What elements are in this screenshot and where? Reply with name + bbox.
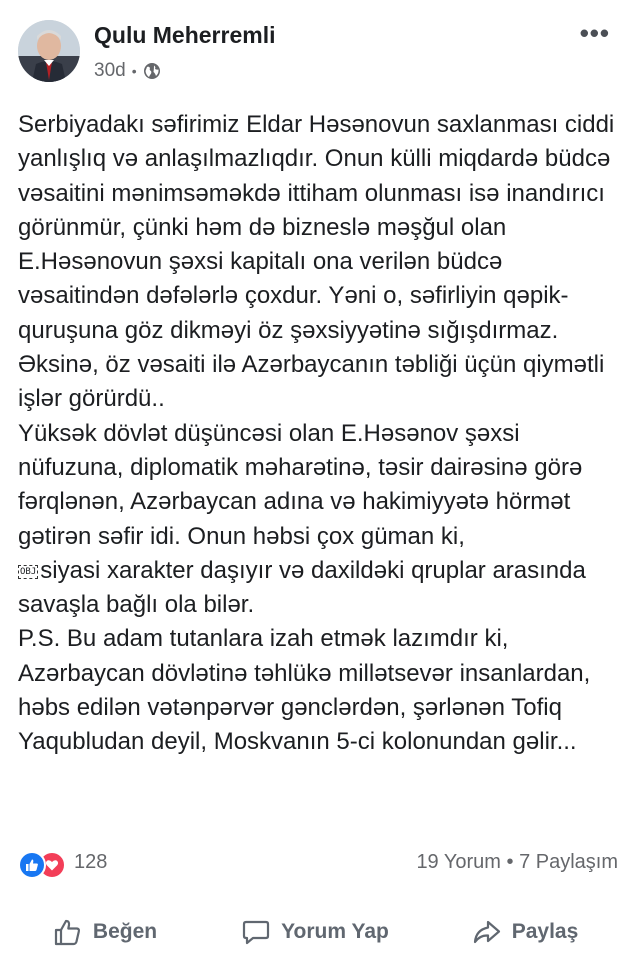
meta-separator: • xyxy=(131,63,137,79)
post-paragraph-2 xyxy=(18,417,618,623)
avatar-image xyxy=(18,20,80,82)
post-paragraph-1: Serbiyadakı səfirimiz Eldar Həsənovun saxlanması ciddi yanlışlıq və anlaşılmazlıqdır. Onun külli miqdardə büdcə vəsaitini mənimsəməkdə ittiham olunması isə inandırıcı görünmür, çünki həm də bizneslə məşğul olan E.Həsənovun şəxsi kapitalı ona verilən büdcə vəsaitindən dəfələrlə çoxdur. Yəni o, səfirliyin qəpik-quruşuna göz dikməyi öz şəxsiyyətinə sığışdırmaz. Əksinə, öz vəsaiti ilə Azərbaycanın təbliği üçün qiymətli işlər görürdü.. xyxy=(18,111,615,413)
avatar[interactable] xyxy=(18,20,80,82)
comment-bubble-icon xyxy=(241,917,271,947)
reaction-icons[interactable] xyxy=(18,851,68,877)
post-paragraph-2-part-2: siyasi xarakter daşıyır və daxildəki qruplar arasında savaşla bağlı ola bilər. xyxy=(18,556,586,619)
post-meta xyxy=(94,60,161,82)
more-options-icon[interactable]: ••• xyxy=(579,18,610,48)
post-paragraph-3: P.S. Bu adam tutanlara izah etmək lazımdır ki, Azərbaycan dövlətinə təhlükə millətsevər insanlardan, həbs edilən vətənpərvər gənclərdən, şərlənən Tofiq Yaqubludan deyil, Moskvanın 5-ci kolonundan gəlir... xyxy=(18,625,591,756)
author-name[interactable]: Qulu Meherremli xyxy=(94,22,276,48)
share-button[interactable] xyxy=(420,908,630,956)
post-time[interactable]: 30d xyxy=(94,60,126,81)
post-paragraph-2-part-1: Yüksək dövlət düşüncəsi olan E.Həsənov şəxsi nüfuzuna, diplomatik məharətinə, təsir dairəsinə görə fərqlənən, Azərbaycan adına və hakimiyyətə hörmət gətirən səfir idi. Onun həbsi çox güman ki, xyxy=(18,419,583,550)
share-button-label: Paylaş xyxy=(511,920,579,943)
reactions-row xyxy=(0,845,630,881)
like-button[interactable] xyxy=(0,908,210,956)
post-header xyxy=(0,0,630,100)
comment-button-label: Yorum Yap xyxy=(281,920,389,943)
globe-icon xyxy=(143,62,161,80)
like-button-label: Beğen xyxy=(92,920,158,943)
thumbs-up-icon xyxy=(53,917,83,947)
post-text xyxy=(18,108,618,760)
reaction-count[interactable]: 128 xyxy=(74,851,108,873)
object-replacement-icon: OBJ xyxy=(20,566,37,577)
post-actions xyxy=(0,908,630,956)
actions-divider xyxy=(0,898,630,899)
comment-share-counts[interactable]: 19 Yorum • 7 Paylaşım xyxy=(416,851,618,873)
share-arrow-icon xyxy=(472,917,502,947)
like-icon xyxy=(18,851,46,879)
comment-button[interactable] xyxy=(210,908,420,956)
